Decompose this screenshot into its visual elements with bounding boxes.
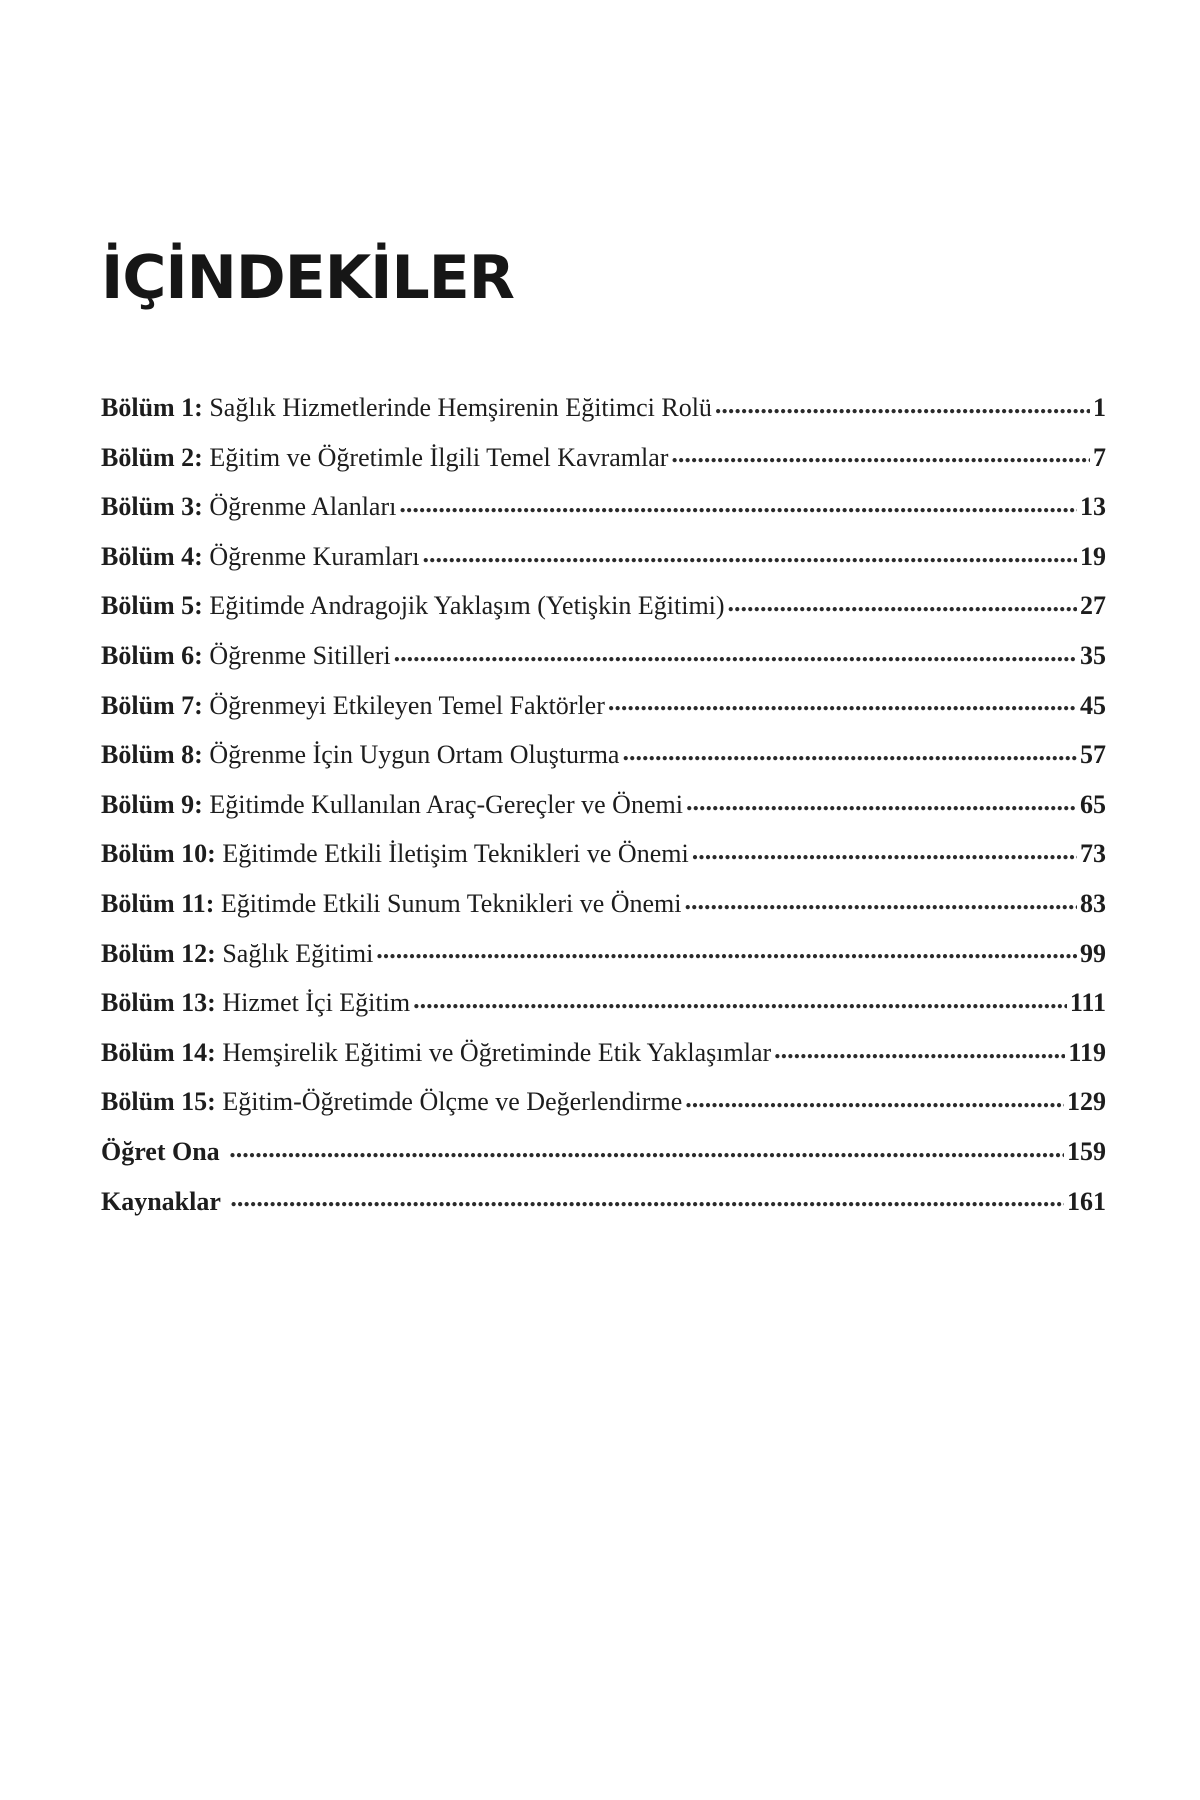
page-number: 111 bbox=[1069, 988, 1106, 1018]
toc-entry bbox=[101, 390, 1106, 440]
page-number: 1 bbox=[1093, 393, 1106, 422]
chapter-title: Öğrenme Alanları bbox=[209, 492, 397, 522]
toc-entry bbox=[101, 886, 1106, 936]
toc-entry bbox=[101, 489, 1106, 539]
toc-entry bbox=[101, 737, 1106, 787]
dot-leader bbox=[685, 886, 1077, 912]
dot-leader bbox=[608, 688, 1077, 714]
table-of-contents bbox=[101, 390, 1106, 1236]
dot-leader bbox=[622, 737, 1077, 763]
chapter-title: Öğrenme İçin Uygun Ortam Oluşturma bbox=[209, 740, 620, 770]
dot-leader bbox=[671, 440, 1090, 466]
chapter-label: Bölüm 3: bbox=[101, 492, 203, 522]
dot-leader bbox=[715, 390, 1090, 416]
chapter-label: Bölüm 9: bbox=[101, 789, 203, 819]
dot-leader bbox=[413, 985, 1067, 1011]
chapter-label: Bölüm 12: bbox=[101, 938, 216, 968]
chapter-title: Öğrenmeyi Etkileyen Temel Faktörler bbox=[209, 690, 605, 720]
chapter-label: Bölüm 15: bbox=[101, 1087, 216, 1117]
toc-entry bbox=[101, 588, 1106, 638]
page-number: 13 bbox=[1080, 492, 1106, 522]
chapter-title: Öğrenme Sitilleri bbox=[209, 640, 391, 670]
toc-entry bbox=[101, 787, 1106, 837]
page-number: 129 bbox=[1067, 1087, 1106, 1117]
chapter-label: Bölüm 5: bbox=[101, 591, 203, 621]
toc-entry bbox=[101, 1134, 1106, 1184]
chapter-title: Sağlık Eğitimi bbox=[222, 938, 374, 968]
page-title: İÇİNDEKİLER bbox=[101, 243, 514, 313]
dot-leader bbox=[728, 588, 1077, 614]
dot-leader bbox=[376, 936, 1077, 962]
chapter-title: Eğitimde Etkili İletişim Teknikleri ve Önemi bbox=[222, 839, 689, 869]
page-number: 73 bbox=[1080, 839, 1106, 869]
toc-entry bbox=[101, 1084, 1106, 1134]
chapter-label: Bölüm 4: bbox=[101, 541, 203, 571]
dot-leader bbox=[394, 638, 1077, 664]
chapter-title: Eğitimde Andragojik Yaklaşım (Yetişkin Eğitimi) bbox=[209, 591, 725, 621]
chapter-label: Bölüm 14: bbox=[101, 1037, 216, 1067]
dot-leader bbox=[229, 1134, 1064, 1160]
chapter-title: Eğitimde Kullanılan Araç-Gereçler ve Önemi bbox=[209, 789, 683, 819]
chapter-label: Bölüm 11: bbox=[101, 888, 215, 918]
page-number: 159 bbox=[1067, 1136, 1106, 1166]
toc-entry bbox=[101, 985, 1106, 1035]
toc-entry bbox=[101, 936, 1106, 986]
dot-leader bbox=[399, 489, 1077, 515]
dot-leader bbox=[686, 787, 1077, 813]
section-label: Kaynaklar bbox=[101, 1186, 221, 1216]
chapter-title: Öğrenme Kuramları bbox=[209, 541, 420, 571]
page-number: 119 bbox=[1068, 1037, 1106, 1067]
dot-leader bbox=[774, 1035, 1065, 1061]
page-number: 27 bbox=[1080, 591, 1106, 621]
chapter-title: Hizmet İçi Eğitim bbox=[222, 988, 411, 1018]
chapter-label: Bölüm 10: bbox=[101, 839, 216, 869]
chapter-label: Bölüm 1: bbox=[101, 393, 203, 422]
toc-entry bbox=[101, 539, 1106, 589]
toc-entry bbox=[101, 440, 1106, 490]
toc-entry bbox=[101, 836, 1106, 886]
page-number: 7 bbox=[1093, 442, 1106, 472]
page-number: 83 bbox=[1080, 888, 1106, 918]
toc-entry bbox=[101, 1184, 1106, 1236]
toc-entry bbox=[101, 1035, 1106, 1085]
chapter-title: Eğitimde Etkili Sunum Teknikleri ve Önemi bbox=[220, 888, 682, 918]
page-number: 161 bbox=[1067, 1186, 1106, 1216]
page-number: 65 bbox=[1080, 789, 1106, 819]
chapter-label: Bölüm 13: bbox=[101, 988, 216, 1018]
chapter-title: Hemşirelik Eğitimi ve Öğretiminde Etik Yaklaşımlar bbox=[222, 1037, 772, 1067]
chapter-label: Bölüm 6: bbox=[101, 640, 203, 670]
chapter-label: Bölüm 2: bbox=[101, 442, 203, 472]
page-number: 99 bbox=[1080, 938, 1106, 968]
section-label: Öğret Ona bbox=[101, 1136, 220, 1166]
dot-leader bbox=[685, 1084, 1064, 1110]
chapter-label: Bölüm 8: bbox=[101, 740, 203, 770]
dot-leader bbox=[422, 539, 1077, 565]
chapter-title: Eğitim-Öğretimde Ölçme ve Değerlendirme bbox=[222, 1087, 683, 1117]
chapter-title: Sağlık Hizmetlerinde Hemşirenin Eğitimci Rolü bbox=[209, 393, 712, 422]
page-number: 45 bbox=[1080, 690, 1106, 720]
page-number: 35 bbox=[1080, 640, 1106, 670]
page-number: 19 bbox=[1080, 541, 1106, 571]
chapter-label: Bölüm 7: bbox=[101, 690, 203, 720]
dot-leader bbox=[692, 836, 1077, 862]
toc-entry bbox=[101, 688, 1106, 738]
toc-entry bbox=[101, 638, 1106, 688]
page-number: 57 bbox=[1080, 740, 1106, 770]
dot-leader bbox=[230, 1184, 1064, 1210]
chapter-title: Eğitim ve Öğretimle İlgili Temel Kavramlar bbox=[209, 442, 669, 472]
